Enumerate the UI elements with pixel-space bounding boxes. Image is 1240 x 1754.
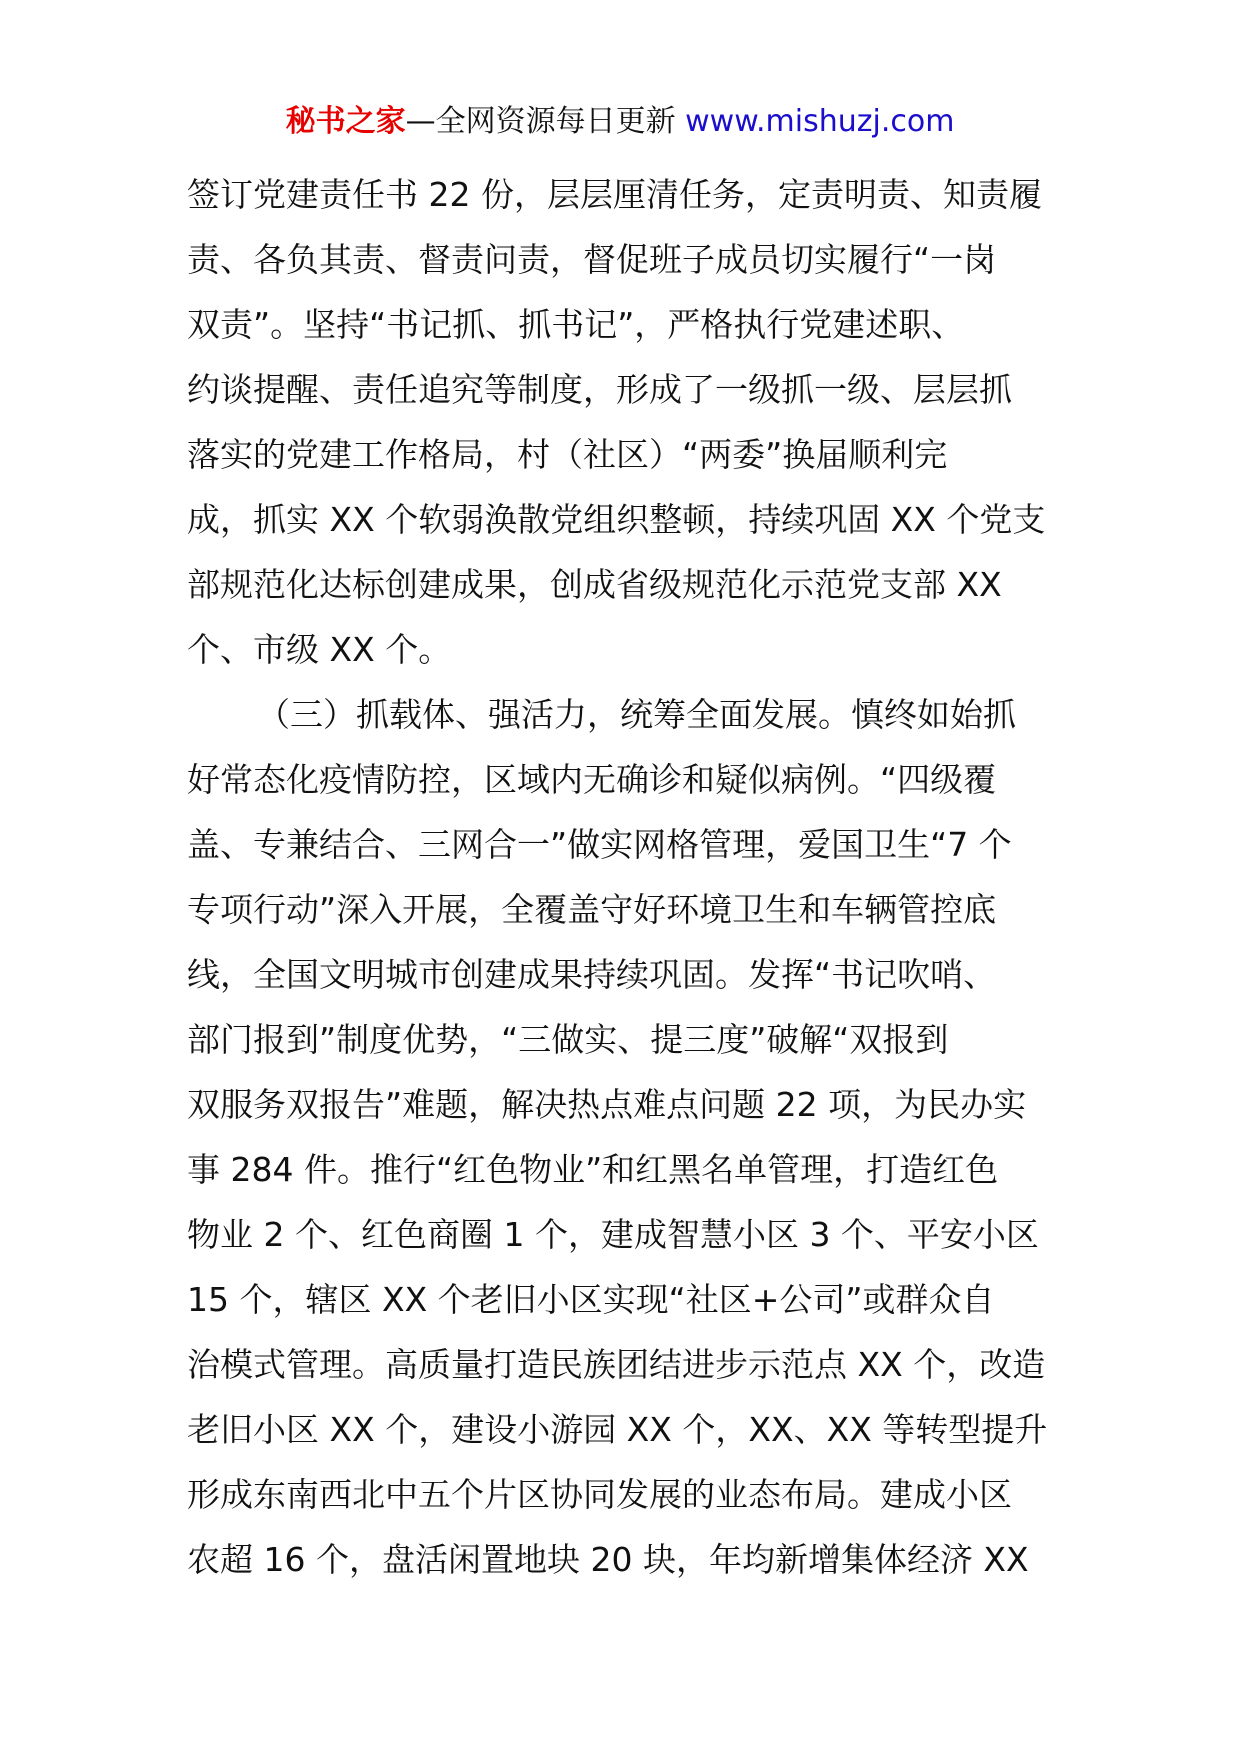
text-line: 15 个，辖区 XX 个老旧小区实现“社区+公司”或群众自 xyxy=(187,1280,995,1319)
text-line: 约谈提醒、责任追究等制度，形成了一级抓一级、层层抓 xyxy=(187,370,1012,409)
text-line: 物业 2 个、红色商圈 1 个，建成智慧小区 3 个、平安小区 xyxy=(187,1215,1039,1254)
site-brand: 秘书之家 xyxy=(285,104,406,139)
text-line: 个、市级 XX 个。 xyxy=(187,630,452,669)
site-tagline: —全网资源每日更新 xyxy=(405,104,676,139)
text-line: 双责”。坚持“书记抓、抓书记”，严格执行党建述职、 xyxy=(187,305,965,344)
text-line: 成，抓实 XX 个软弱涣散党组织整顿，持续巩固 XX 个党支 xyxy=(187,500,1046,539)
text-line: 盖、专兼结合、三网合一”做实网格管理，爱国卫生“7 个 xyxy=(187,825,1012,864)
text-line: 部规范化达标创建成果，创成省级规范化示范党支部 XX xyxy=(187,565,1002,604)
text-line: 落实的党建工作格局，村（社区）“两委”换届顺利完 xyxy=(187,435,948,474)
text-line: 老旧小区 XX 个，建设小游园 XX 个，XX、XX 等转型提升 xyxy=(187,1410,1048,1449)
document-body xyxy=(187,162,1067,1592)
text-line: 农超 16 个，盘活闲置地块 20 块，年均新增集体经济 XX xyxy=(187,1540,1029,1579)
section-heading-line: （三）抓载体、强活力，统筹全面发展。慎终如始抓 xyxy=(257,695,1016,734)
text-line: 签订党建责任书 22 份，层层厘清任务，定责明责、知责履 xyxy=(187,175,1042,214)
text-line: 好常态化疫情防控，区域内无确诊和疑似病例。“四级覆 xyxy=(187,760,997,799)
text-line: 事 284 件。推行“红色物业”和红黑名单管理，打造红色 xyxy=(187,1150,999,1189)
text-line: 治模式管理。高质量打造民族团结进步示范点 XX 个，改造 xyxy=(187,1345,1046,1384)
text-line: 线，全国文明城市创建成果持续巩固。发挥“书记吹哨、 xyxy=(187,955,997,994)
site-url-link[interactable]: www.mishuzj.com xyxy=(685,104,955,139)
text-line: 专项行动”深入开展，全覆盖守好环境卫生和车辆管控底 xyxy=(187,890,997,929)
text-line: 责、各负其责、督责问责，督促班子成员切实履行“一岗 xyxy=(187,240,997,279)
text-line: 形成东南西北中五个片区协同发展的业态布局。建成小区 xyxy=(187,1475,1012,1514)
text-line: 双服务双报告”难题，解决热点难点问题 22 项，为民办实 xyxy=(187,1085,1027,1124)
text-line: 部门报到”制度优势，“三做实、提三度”破解“双报到 xyxy=(187,1020,949,1059)
site-header xyxy=(0,102,1240,142)
